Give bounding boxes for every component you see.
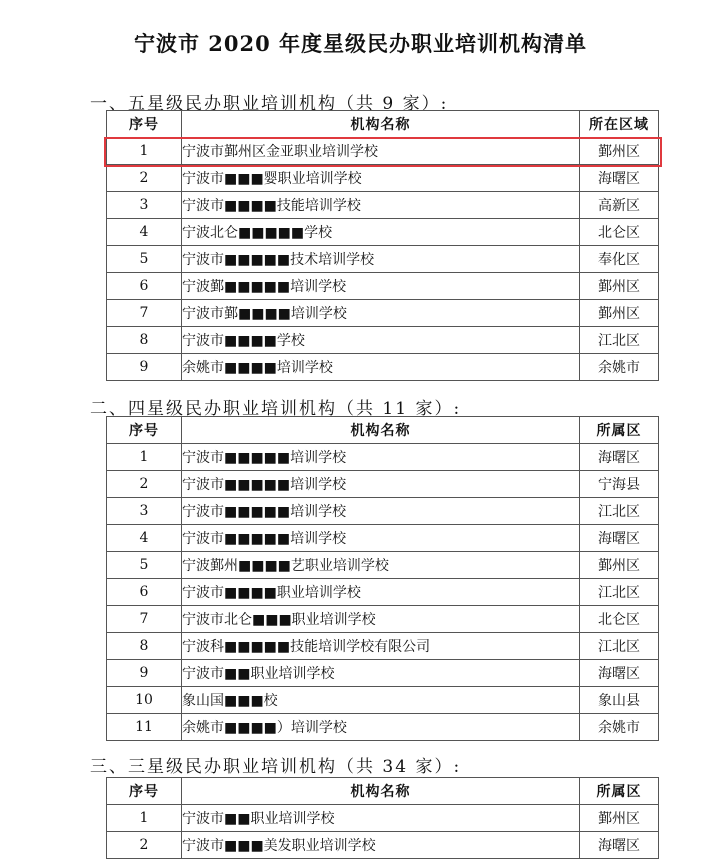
institution-name: 余姚市■■■■培训学校 — [182, 354, 580, 381]
table-row — [107, 498, 659, 525]
institution-name: 宁波市■■■■■技术培训学校 — [182, 246, 580, 273]
district: 余姚市 — [580, 714, 659, 741]
row-number: 5 — [107, 552, 182, 579]
table-row — [107, 606, 659, 633]
three-star-table — [106, 777, 659, 859]
row-number: 1 — [107, 444, 182, 471]
institution-name: 宁波市■■职业培训学校 — [182, 660, 580, 687]
district: 鄞州区 — [580, 300, 659, 327]
institution-name: 宁波市■■职业培训学校 — [182, 805, 580, 832]
district: 海曙区 — [580, 525, 659, 552]
row-number: 7 — [107, 300, 182, 327]
institution-name: 宁波鄞州■■■■艺职业培训学校 — [182, 552, 580, 579]
institution-name: 宁波市■■■婴职业培训学校 — [182, 165, 580, 192]
table-row — [107, 633, 659, 660]
table-row — [107, 300, 659, 327]
row-number: 2 — [107, 471, 182, 498]
four-star-table — [106, 416, 659, 741]
institution-name: 宁波市北仑■■■职业培训学校 — [182, 606, 580, 633]
district: 鄞州区 — [580, 273, 659, 300]
row-number: 6 — [107, 273, 182, 300]
institution-name: 象山国■■■校 — [182, 687, 580, 714]
institution-name: 宁波科■■■■■技能培训学校有限公司 — [182, 633, 580, 660]
column-header-area: 所在区域 — [580, 111, 659, 138]
district: 江北区 — [580, 327, 659, 354]
table-row — [107, 165, 659, 192]
district: 海曙区 — [580, 444, 659, 471]
column-header-name: 机构名称 — [182, 417, 580, 444]
column-header-name: 机构名称 — [182, 111, 580, 138]
institution-name: 宁波鄞■■■■■培训学校 — [182, 273, 580, 300]
institution-name: 宁波市鄞州区金亚职业培训学校 — [182, 138, 580, 165]
institution-name: 宁波北仑■■■■■学校 — [182, 219, 580, 246]
table-row — [107, 273, 659, 300]
institution-name: 宁波市■■■■技能培训学校 — [182, 192, 580, 219]
district: 余姚市 — [580, 354, 659, 381]
district: 鄞州区 — [580, 805, 659, 832]
district: 高新区 — [580, 192, 659, 219]
district: 江北区 — [580, 633, 659, 660]
row-number: 10 — [107, 687, 182, 714]
table-row — [107, 354, 659, 381]
row-number: 2 — [107, 832, 182, 859]
table-row — [107, 832, 659, 859]
section-heading-four-star: 二、四星级民办职业培训机构（共 11 家）: — [90, 399, 462, 419]
institution-name: 宁波市■■■■■培训学校 — [182, 444, 580, 471]
district: 鄞州区 — [580, 552, 659, 579]
district: 北仑区 — [580, 219, 659, 246]
row-number: 9 — [107, 660, 182, 687]
table-row — [107, 219, 659, 246]
institution-name: 宁波市■■■■职业培训学校 — [182, 579, 580, 606]
document-title: 宁波市 2020 年度星级民办职业培训机构清单 — [133, 31, 588, 56]
row-number: 8 — [107, 633, 182, 660]
institution-name: 宁波市■■■■学校 — [182, 327, 580, 354]
table-row — [107, 552, 659, 579]
table-row — [107, 714, 659, 741]
district: 海曙区 — [580, 660, 659, 687]
table-header-row — [107, 417, 659, 444]
institution-name: 宁波市■■■■■培训学校 — [182, 525, 580, 552]
district: 宁海县 — [580, 471, 659, 498]
table-row — [107, 444, 659, 471]
row-number: 1 — [107, 805, 182, 832]
table-row — [107, 192, 659, 219]
district: 奉化区 — [580, 246, 659, 273]
row-number: 9 — [107, 354, 182, 381]
row-number: 6 — [107, 579, 182, 606]
district: 海曙区 — [580, 165, 659, 192]
section-heading-three-star: 三、三星级民办职业培训机构（共 34 家）: — [90, 757, 462, 777]
section-heading-five-star: 一、五星级民办职业培训机构（共 9 家）: — [90, 94, 449, 114]
institution-name: 宁波市■■■美发职业培训学校 — [182, 832, 580, 859]
district: 鄞州区 — [580, 138, 659, 165]
institution-name: 宁波市■■■■■培训学校 — [182, 498, 580, 525]
column-header-number: 序号 — [107, 778, 182, 805]
row-number: 7 — [107, 606, 182, 633]
column-header-number: 序号 — [107, 417, 182, 444]
row-number: 2 — [107, 165, 182, 192]
five-star-table — [106, 110, 659, 381]
column-header-name: 机构名称 — [182, 778, 580, 805]
row-number: 3 — [107, 498, 182, 525]
column-header-number: 序号 — [107, 111, 182, 138]
column-header-area: 所属区 — [580, 778, 659, 805]
row-number: 3 — [107, 192, 182, 219]
row-number: 11 — [107, 714, 182, 741]
table-row — [107, 246, 659, 273]
institution-name: 宁波市■■■■■培训学校 — [182, 471, 580, 498]
district: 北仑区 — [580, 606, 659, 633]
table-row — [107, 327, 659, 354]
column-header-area: 所属区 — [580, 417, 659, 444]
table-row — [107, 471, 659, 498]
district: 象山县 — [580, 687, 659, 714]
district: 海曙区 — [580, 832, 659, 859]
table-row — [107, 687, 659, 714]
table-row — [107, 138, 659, 165]
table-row — [107, 660, 659, 687]
institution-name: 宁波市鄞■■■■培训学校 — [182, 300, 580, 327]
row-number: 4 — [107, 525, 182, 552]
institution-name: 余姚市■■■■）培训学校 — [182, 714, 580, 741]
table-header-row — [107, 111, 659, 138]
row-number: 4 — [107, 219, 182, 246]
district: 江北区 — [580, 579, 659, 606]
table-row — [107, 579, 659, 606]
table-row — [107, 805, 659, 832]
table-header-row — [107, 778, 659, 805]
row-number: 8 — [107, 327, 182, 354]
district: 江北区 — [580, 498, 659, 525]
table-row — [107, 525, 659, 552]
row-number: 1 — [107, 138, 182, 165]
row-number: 5 — [107, 246, 182, 273]
